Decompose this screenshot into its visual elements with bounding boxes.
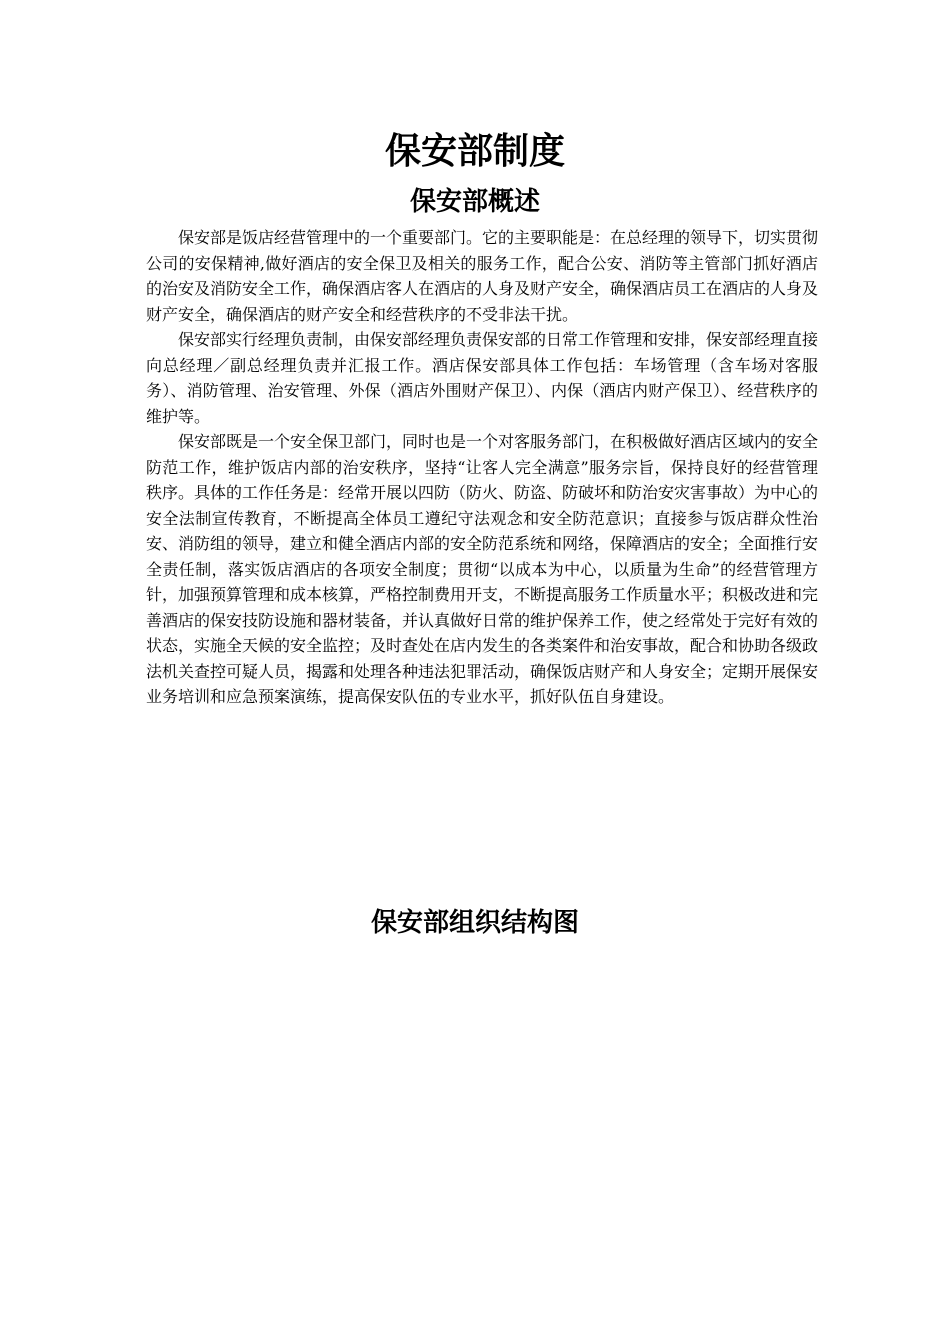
paragraph-1: 保安部是饭店经营管理中的一个重要部门。它的主要职能是：在总经理的领导下，切实贯彻公司的安保精神,做好酒店的安全保卫及相关的服务工作，配合公安、消防等主管部门抓好酒店的治安及消防安全工作，确保酒店客人在酒店的人身及财产安全，确保酒店员工在酒店的人身及财产安全，确保酒店的财产安全和经营秩序的不受非法干扰。	[146, 228, 819, 324]
org-chart-heading: 保安部组织结构图	[370, 908, 579, 938]
overview-heading: 保安部概述	[409, 187, 540, 217]
paragraph-2: 保安部实行经理负责制，由保安部经理负责保安部的日常工作管理和安排，保安部经理直接向总经理／副总经理负责并汇报工作。酒店保安部具体工作包括：车场管理（含车场对客服务）、消防管理、治安管理、外保（酒店外围财产保卫）、内保（酒店内财产保卫）、经营秩序的维护等。	[146, 330, 819, 426]
document-title: 保安部制度	[384, 131, 565, 172]
paragraph-3: 保安部既是一个安全保卫部门，同时也是一个对客服务部门，在积极做好酒店区域内的安全防范工作，维护饭店内部的治安秩序，坚持“让客人完全满意”服务宗旨，保持良好的经营管理秩序。具体的工作任务是：经常开展以四防（防火、防盗、防破坏和防治安灾害事故）为中心的安全法制宣传教育，不断提高全体员工遵纪守法观念和安全防范意识；直接参与饭店群众性治安、消防组的领导，建立和健全酒店内部的安全防范系统和网络，保障酒店的安全；全面推行安全责任制，落实饭店酒店的各项安全制度；贯彻“以成本为中心，以质量为生命”的经营管理方针，加强预算管理和成本核算，严格控制费用开支，不断提高服务工作质量水平；积极改进和完善酒店的保安技防设施和器材装备，并认真做好日常的维护保养工作，使之经常处于完好有效的状态，实施全天候的安全监控；及时查处在店内发生的各类案件和治安事故，配合和协助各级政法机关查控可疑人员，揭露和处理各种违法犯罪活动，确保饭店财产和人身安全；定期开展保安业务培训和应急预案演练，提高保安队伍的专业水平，抓好队伍自身建设。	[146, 432, 819, 706]
overview-body	[146, 225, 818, 710]
